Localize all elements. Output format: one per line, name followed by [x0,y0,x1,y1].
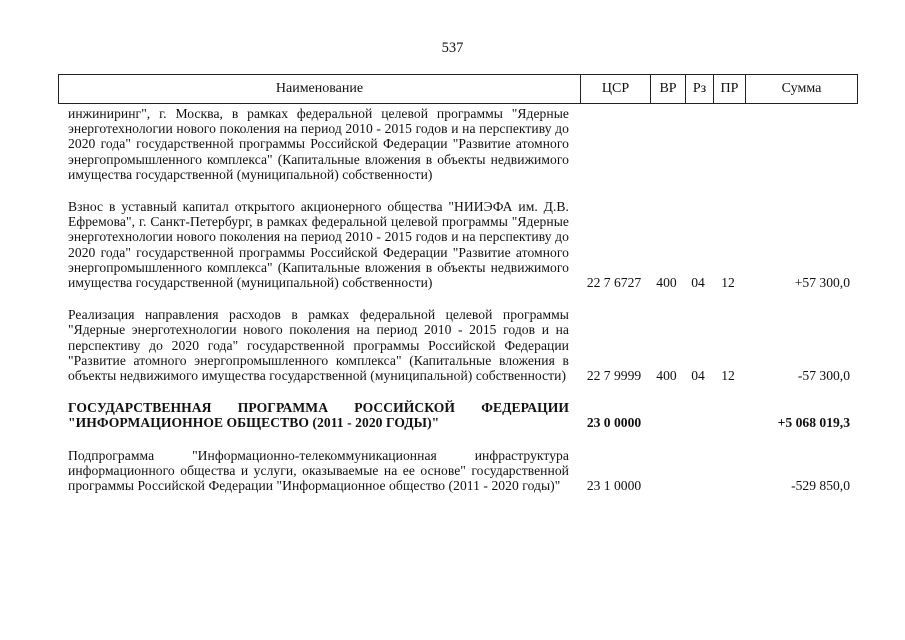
header-vr: ВР [650,75,685,103]
page-number: 537 [441,40,464,56]
header-name: Наименование [275,81,364,96]
row-sum: -529 850,0 [791,478,850,494]
row-sum: +5 068 019,3 [777,415,850,431]
row-vr: 400 [656,275,677,291]
row-rz: 04 [691,368,705,384]
table-row [58,448,858,494]
row-sum: +57 300,0 [794,275,850,291]
row-csr: 23 1 0000 [586,478,642,494]
row-vr: 400 [656,368,677,384]
row-sum: -57 300,0 [797,368,850,384]
row-csr: 23 0 0000 [586,415,642,431]
table-row [58,199,858,290]
row-rz: 04 [691,275,705,291]
row-name: ГОСУДАРСТВЕННАЯ ПРОГРАММА РОССИЙСКОЙ ФЕДЕРАЦИИ "ИНФОРМАЦИОННОЕ ОБЩЕСТВО (2011 - 2020 ГОДЫ)" [68,400,569,431]
table-header [58,74,858,104]
row-name: Реализация направления расходов в рамках федеральной целевой программы "Ядерные энерготехнологии нового поколения на период 2010 - 2015 годов и на перспективу до 2020 года" государственной программы Российской Федерации "Развитие атомного энергопромышленного комплекса" (Капитальные вложения в объекты недвижимого имущества государственной (муниципальной) собственности) [68,307,569,384]
budget-table [58,74,858,493]
table-row [58,106,858,182]
table-row [58,307,858,383]
row-name: Подпрограмма "Информационно-телекоммуникационная инфраструктура информационного общества и услуги, оказываемые на ее основе" государственной программы Российской Федерации "Информационное общество (2011 - 2020 годы)" [68,447,569,494]
header-sum: Сумма [745,75,857,103]
row-csr: 22 7 6727 [586,275,642,291]
row-pr: 12 [721,368,735,384]
header-rz: Рз [685,75,713,103]
header-csr: ЦСР [580,75,650,103]
header-pr: ПР [713,75,745,103]
row-csr: 22 7 9999 [586,368,642,384]
row-name: инжиниринг", г. Москва, в рамках федеральной целевой программы "Ядерные энерготехнологии нового поколения на период 2010 - 2015 годов и на перспективу до 2020 года" государственной программы Российской Федерации "Развитие атомного энергопромышленного комплекса" (Капитальные вложения в объекты недвижимого имущества государственной (муниципальной) собственности) [68,106,569,182]
table-row [58,400,858,430]
row-pr: 12 [721,275,735,291]
row-name: Взнос в уставный капитал открытого акционерного общества "НИИЭФА им. Д.В. Ефремова", г. Санкт-Петербург, в рамках федеральной целевой программы "Ядерные энерготехнологии нового поколения на период 2010 - 2015 годов и на перспективу до 2020 года" государственной программы Российской Федерации "Развитие атомного энергопромышленного комплекса" (Капитальные вложения в объекты недвижимого имущества государственной (муниципальной) собственности) [68,199,569,291]
